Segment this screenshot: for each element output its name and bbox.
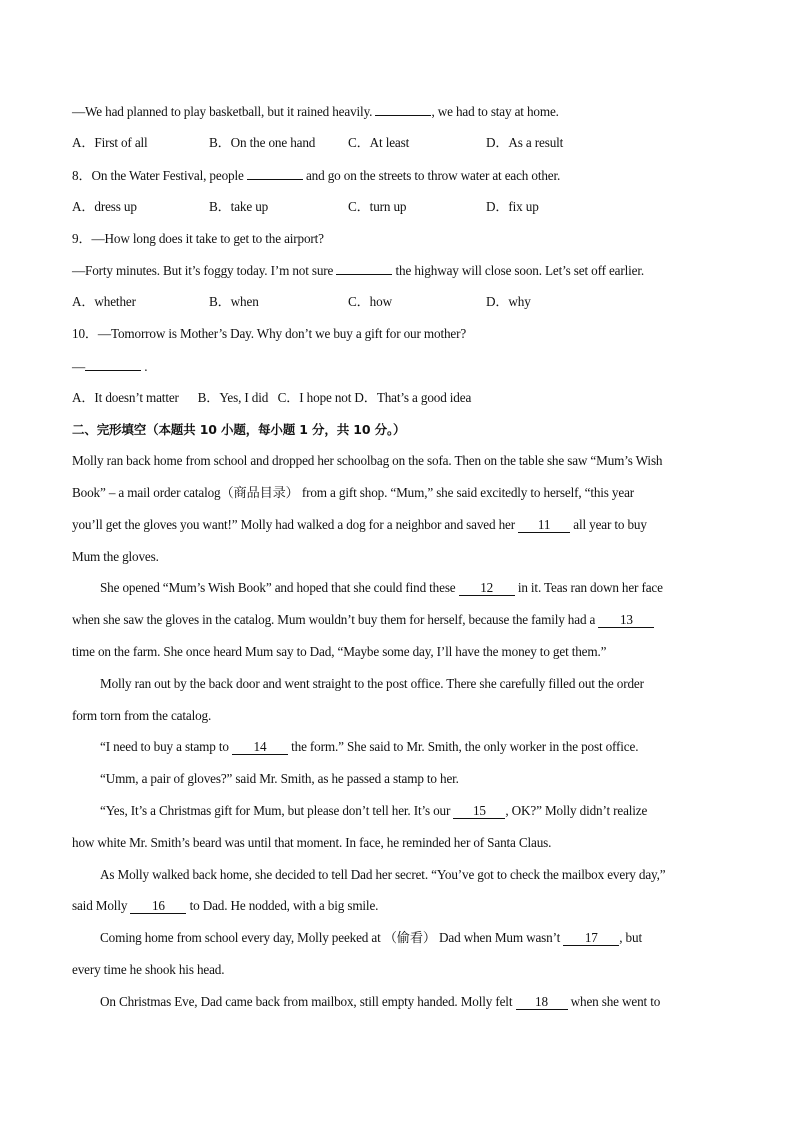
passage-p5-line1: “Umm, a pair of gloves?” said Mr. Smith, as he passed a stamp to her.	[100, 771, 459, 786]
q8-option-d: D．fix up	[486, 199, 539, 214]
passage-p1-line4: Mum the gloves.	[72, 549, 159, 564]
q10-options: A．It doesn’t matter B．Yes, I did C．I hope not D．That’s a good idea	[72, 390, 472, 405]
q9-blank	[336, 260, 392, 275]
q8-stem: 8．On the Water Festival, people and go on the streets to throw water at each other.	[72, 165, 722, 186]
q8-option-a: A．dress up	[72, 199, 137, 214]
q9-option-a: A．whether	[72, 294, 136, 309]
q7-option-d: D．As a result	[486, 135, 564, 150]
blank-17: 17	[563, 931, 619, 946]
passage-p1-line1: Molly ran back home from school and dropped her schoolbag on the sofa. Then on the table she saw “Mum’s Wish	[72, 453, 663, 468]
blank-15: 15	[453, 804, 505, 819]
passage-p2-line3: time on the farm. She once heard Mum say to Dad, “Maybe some day, I’ll have the money to get them.”	[72, 644, 607, 659]
passage-p3-line1: Molly ran out by the back door and went straight to the post office. There she carefully filled out the order	[100, 676, 644, 691]
q8-blank	[247, 165, 303, 180]
blank-13: 13	[598, 613, 654, 628]
q7-option-b: B．On the one hand	[209, 135, 316, 150]
passage-p1-line3: you’ll get the gloves you want!” Molly had walked a dog for a neighbor and saved her 11 all year to buy	[72, 517, 647, 532]
passage-p6-line2: how white Mr. Smith’s beard was until that moment. In face, he reminded her of Santa Claus.	[72, 835, 552, 850]
passage-p9-line1: On Christmas Eve, Dad came back from mailbox, still empty handed. Molly felt 18 when she went to	[100, 994, 661, 1009]
q9-option-c: C．how	[348, 294, 392, 309]
passage-p6-line1: “Yes, It’s a Christmas gift for Mum, but please don’t tell her. It’s our 15 , OK?” Molly didn’t realize	[100, 803, 648, 818]
passage-p8-line2: every time he shook his head.	[72, 962, 225, 977]
passage-p2-line1: She opened “Mum’s Wish Book” and hoped that she could find these 12 in it. Teas ran down her face	[100, 580, 663, 595]
q7-stem: —We had planned to play basketball, but it rained heavily. , we had to stay at home.	[72, 101, 722, 122]
q10-stem: 10．—Tomorrow is Mother’s Day. Why don’t we buy a gift for our mother?	[72, 326, 467, 341]
q10-blank	[85, 356, 141, 371]
q9-option-d: D．why	[486, 294, 531, 309]
q8-option-b: B．take up	[209, 199, 269, 214]
passage-p4-line1: “I need to buy a stamp to 14 the form.” She said to Mr. Smith, the only worker in the post office.	[100, 739, 639, 754]
passage-p7-line1: As Molly walked back home, she decided to tell Dad her secret. “You’ve got to check the mailbox every day,”	[100, 867, 666, 882]
blank-18: 18	[516, 995, 568, 1010]
q10-reply: — .	[72, 356, 722, 377]
q7-option-a: A．First of all	[72, 135, 148, 150]
passage-p2-line2: when she saw the gloves in the catalog. Mum wouldn’t buy them for herself, because the family had a 13	[72, 610, 722, 630]
q9-reply: —Forty minutes. But it’s foggy today. I’m not sure the highway will close soon. Let’s set off earlier.	[72, 260, 722, 281]
q7-blank	[375, 101, 431, 116]
passage-p1-line2: Book” – a mail order catalog（商品目录） from a gift shop. “Mum,” she said excitedly to herself, “this year	[72, 485, 635, 500]
section-heading: 二、完形填空（本题共 10 小题，每小题 1 分，共 10 分。）	[72, 422, 406, 437]
blank-11: 11	[518, 518, 570, 533]
q9-stem: 9．—How long does it take to get to the airport?	[72, 231, 324, 246]
passage-p8-line1: Coming home from school every day, Molly peeked at （偷看） Dad when Mum wasn’t 17 , but	[100, 930, 642, 945]
q8-option-c: C．turn up	[348, 199, 407, 214]
blank-16: 16	[130, 899, 186, 914]
passage-p7-line2: said Molly 16 to Dad. He nodded, with a big smile.	[72, 898, 379, 913]
passage-p3-line2: form torn from the catalog.	[72, 708, 212, 723]
blank-14: 14	[232, 740, 288, 755]
blank-12: 12	[459, 581, 515, 596]
q7-option-c: C．At least	[348, 135, 410, 150]
q9-option-b: B．when	[209, 294, 259, 309]
